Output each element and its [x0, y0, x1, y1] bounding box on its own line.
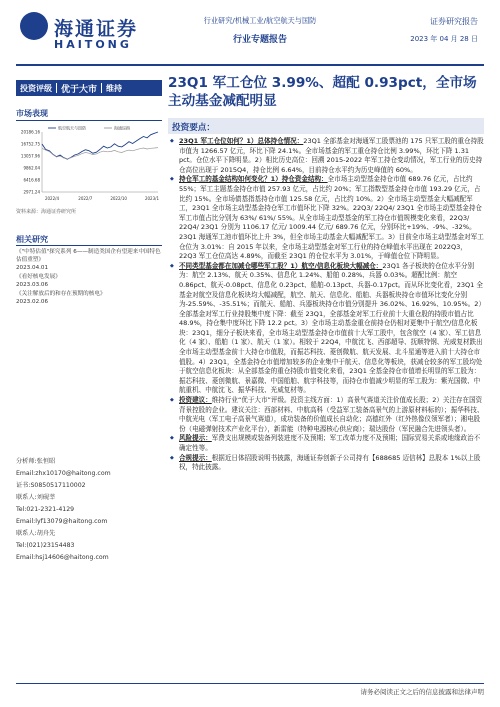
chart-y-tick-label: 9862.04: [23, 165, 40, 171]
haitong-emblem-icon: [20, 12, 48, 40]
related-research-list: [16, 248, 162, 307]
chart-x-tick-label: 2022/4: [44, 196, 60, 201]
key-point-paragraph: [168, 175, 484, 261]
key-points-title: 投资要点：: [172, 123, 215, 133]
chart-legend-label: 海通综指: [114, 125, 130, 131]
key-point-text: 军费支出规模或装备列装进度不及预期；军工改革力度不及预期；国际贸易关系或地缘政治不确定性等。: [179, 434, 481, 452]
related-item-date: 2023.02.06: [16, 299, 49, 305]
key-point-paragraph: [168, 262, 484, 396]
chart-y-tick-label: 13057.96: [20, 153, 40, 159]
key-points-banner: [168, 118, 484, 134]
key-point-paragraph: [168, 454, 484, 473]
disclaimer-footer: 请务必阅读正文之后的信息披露和法律声明: [360, 688, 484, 696]
key-point-paragraph: [168, 434, 484, 453]
chart-y-tick-label: 2971.24: [23, 189, 40, 195]
report-title: 23Q1 军工仓位 3.99%、超配 0.93pct，全市场主动基金减配明显: [168, 75, 477, 109]
chart-x-tick-label: 2022/10: [110, 196, 127, 201]
key-point-paragraph: [168, 396, 484, 434]
header-divider: [16, 64, 484, 66]
rating-label: 投资评级: [20, 83, 52, 93]
securities-report-label: 证券研究报告: [430, 17, 478, 26]
market-performance-chart: [16, 124, 162, 202]
rating-change: 维持: [106, 83, 123, 93]
chart-series-line: [42, 132, 158, 159]
chart-legend-label: 航空航天与国防: [58, 125, 86, 131]
key-point-text: 23Q1 各子板块的仓位水平分别为：航空 2.13%、航天 0.35%、信息化 1.24%、船舶 0.28%、兵器 0.03%。超配比例：航空 0.86pct、航天-0.08pct、信息化 0.23pct、船舶-0.13pct、兵器-0.17pct。而从环比变化看，23Q1 全基金对航空及信息化板块均大幅减配，航空、航天、信息化、船舶、兵器板块持仓市值环比变化分别为-25.59%、-35.51%；而航天、船舶、兵器板块持仓市值分别提升 36.02%、16.92%、10.95%。2）全部基金对军工行业持股集中度下降：截至 23Q1，全部基金对军工行业前十大重仓股的持股市值占比 48.9%，持仓集中度环比下降 12.2 pct。3）全市场主动基金重仓前持仓仍相对更集中于航空/信息化板块：23Q1，细分子板块来看，全市场主动型基金持仓市值前十大军工股中，包含航空（4 家）、军工信息化（4 家）、船舶（1 家）、航天（1 家）。相较于 22Q4，中航沈飞、西部超导、抚顺特钢、光威复材跌出全市场主动型基金前十大持仓市值股，而振芯科技、菱创微航、航天发展、北斗星通等进入前十大持仓市值股。4）23Q1，全基金持仓市值增加较多的企业集中于航天、信息化等板块，获减仓较多的军工股均处于航空信息化板块：从全部基金的重仓持股市值变化来看，23Q1 全基金持仓市值增长明显的军工股为：振芯科技、菱创微航、景嘉微、中国船舶、航宇科技等，而持仓市值减少明显的军工股为：紫光国微、中航重机、中航沈飞、振华科技、光威复材等。: [179, 261, 483, 395]
related-item-title[interactable]: 《"中特估值"探究系列 6——制造类国企有望迎来中国特色估值重塑》: [16, 249, 161, 263]
key-point-text: 维持行业“优于大市”评级。投资主线方面：1）高景气赛道关注价值成长股；2）关注存在国资背景控股的企业。建议关注：西部材料、中航高科（受益军工装备高景气的上游原材料标的）；振华科技、中航光电（军工电子高景气赛道），成功装备的价值成长自动化；高德红外（红外热像仪领军者）；湘电股份（电磁弹射技术产业化平台），新雷能（特种电源核心供应商）；瑞达股份（军民融合先进领头者）。: [179, 396, 484, 433]
chart-y-tick-label: 6416.68: [23, 177, 40, 183]
rating-value: 优于大市: [61, 84, 98, 95]
related-research-title: 相关研究: [16, 235, 48, 244]
analyst-contact-line: Email:lyf13079@haitong.com: [16, 518, 108, 525]
chart-x-tick-label: 2023/1: [144, 196, 160, 201]
key-point-heading: 23Q1 军工仓位如何？1）总体持仓情况：: [179, 137, 304, 145]
related-item-title[interactable]: 《关注解放后的和存在预期的核电》: [16, 291, 106, 297]
analyst-contact-line: 联系人:胡舟先: [16, 530, 56, 537]
industry-category: 行业研究/机械工业/航空航天与国防: [203, 16, 317, 25]
analyst-contacts: [16, 456, 162, 564]
chart-y-tick-label: 20186.16: [20, 129, 40, 135]
chart-y-tick-label: 16752.75: [20, 141, 40, 147]
market-title-divider: [16, 120, 162, 121]
related-title-divider: [16, 245, 162, 246]
key-point-heading: 不同类型基金都在加减仓哪些军工股？1）航空/信息化板块大幅减仓：: [179, 261, 383, 270]
analyst-contact-line: Email:hsj14606@haitong.com: [16, 554, 109, 561]
chart-source-note: 资料来源：海通证券研究所: [16, 209, 77, 215]
analyst-contact-line: 证书:S0850517110002: [16, 482, 86, 489]
haitong-logo: [16, 10, 154, 60]
key-points-body: [168, 137, 484, 651]
report-type-label: 行业专题报告: [232, 35, 287, 45]
chart-x-tick-label: 2022/7: [78, 196, 93, 201]
analyst-contact-line: Tel:021-2321-4129: [16, 506, 75, 513]
key-point-heading: 持仓军工的基金结构如何变化？1）持仓资金结构：: [179, 175, 328, 184]
footer-divider: [16, 683, 484, 684]
analyst-contact-line: 分析师:张恒昭: [16, 458, 56, 465]
logo-en-text: HAITONG: [54, 38, 132, 51]
key-point-heading: 风险提示：: [179, 434, 212, 443]
market-performance-title: 市场表现: [16, 109, 48, 118]
key-point-text: 23Q1 全部基金对海通军工股票池的 175 只军工股的重仓持股市值为 1266.57 亿元，环比下降 24.1%。全市场基金的军工重仓持仓比例 3.99%，环比下降 1.31 pct。仓位水平下降明显。2）相比历史高位：回溯 2015-2022 年军工持仓变动情况，军工行业的历史持仓高位出现于 2015Q4，持仓比例 6.64%，目前持仓水平约为历史峰值的 60%。: [179, 137, 484, 174]
key-point-text: 根据近日体招股说明书披露，海通证券创新子公司持有【688685 迈信林】总股本 1%以上股权，特此披露。: [179, 453, 481, 472]
key-point-heading: 合规提示：: [179, 453, 212, 462]
analyst-contact-line: Tel:(021)23154483: [16, 542, 75, 549]
related-item-date: 2023.03.06: [16, 282, 49, 288]
analyst-contact-line: Email:zhx10170@haitong.com: [16, 470, 111, 477]
key-point-text: 全市场主动型基金持仓市值 689.76 亿元，占比约 55%；军工主题基金持仓市值 257.93 亿元，占比约 20%；军工指数型基金持仓市值 193.29 亿元，占比约 15%。全市场债基指基持仓市值 125.58 亿元，占比约 10%。2）全市场主动型基金大幅减配军工，23Q1 全市场主动型基金持仓军工市值环比下降 32%。22Q3/ 22Q4/ 23Q1 全市场主动型基金持仓军工市值占比分别为 63%/ 61%/ 55%。从全市场主动型基金的军工持仓市值规模变化来看，22Q3/ 22Q4/ 23Q1 分别为 1106.17 亿元/ 1009.44 亿元/ 689.76 亿元，分别环比+19%、-9%、-32%。23Q1 海通军工池市值环比上升 3%，但全市场主动基金大幅减配军工。3）目前全市场主动型基金对军工仓位为 3.01%：自 2015 年以来，全市场主动型基金对军工行业的持仓峰值水平出现在 2022Q3，22Q3 军工仓位高达 4.89%，而截至 23Q1 的仓位水平为 3.01%，于峰值仓位下降明显。: [179, 175, 484, 261]
investment-rating-bar: [16, 80, 162, 96]
analyst-contact-line: 联系人:刘砚莘: [16, 494, 56, 501]
key-point-heading: 投资建议：: [179, 396, 212, 405]
related-item-title[interactable]: 《看好核电发展》: [16, 274, 61, 280]
report-date: 2023 年 04 月 28 日: [410, 35, 478, 43]
report-header: [0, 0, 500, 72]
key-point-paragraph: [168, 137, 484, 175]
related-item-date: 2023.04.01: [16, 265, 49, 271]
logo-cn-text: 海通证券: [54, 18, 139, 40]
